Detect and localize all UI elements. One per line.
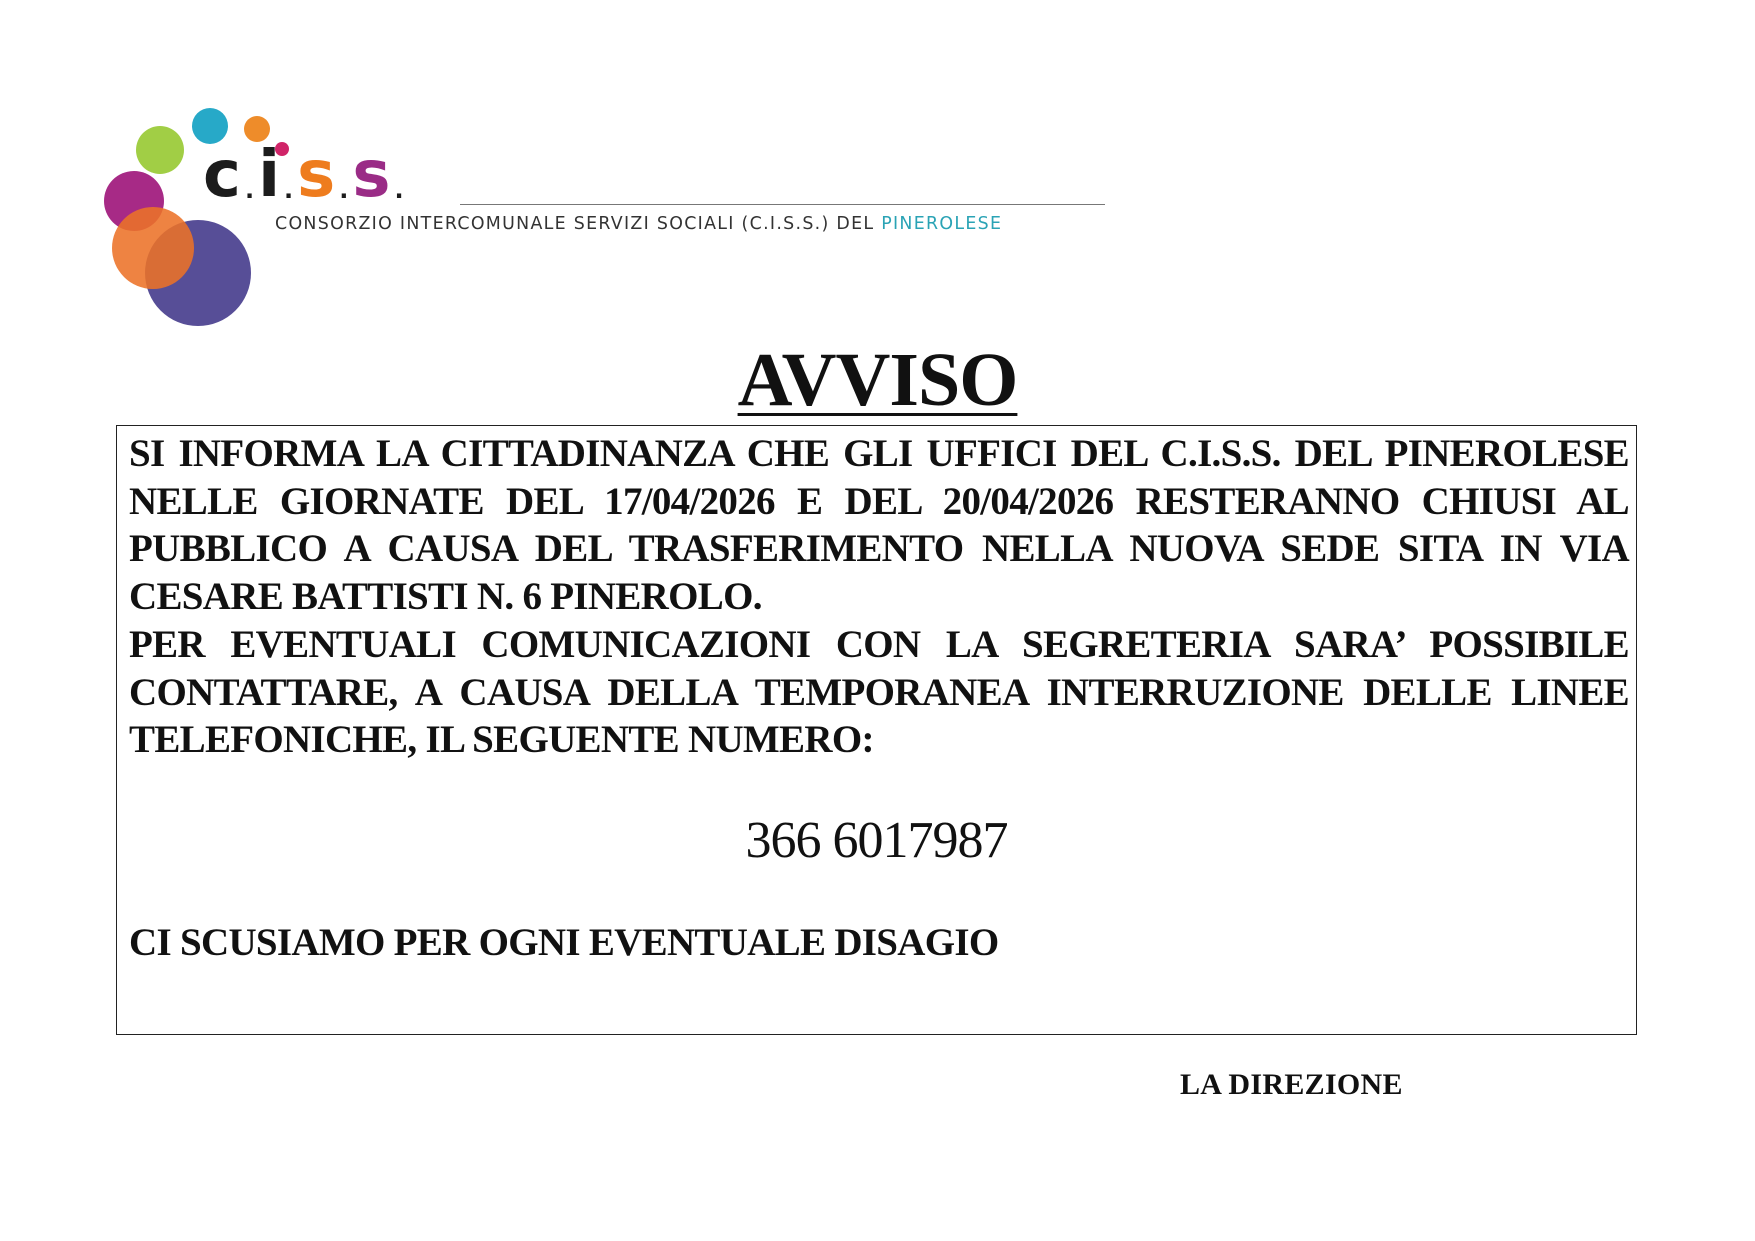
logo-subtitle-main: CONSORZIO INTERCOMUNALE SERVIZI SOCIALI (C.I.S.S.) DEL [275, 214, 882, 234]
logo-letter-s-orange: s [297, 138, 338, 212]
notice-box [116, 425, 1637, 1035]
logo-wordmark [203, 135, 408, 215]
notice-body [129, 430, 1629, 764]
ciss-logo [98, 105, 1118, 335]
logo-dot: . [284, 176, 296, 204]
signature: LA DIREZIONE [1180, 1068, 1403, 1101]
logo-dot: . [339, 176, 351, 204]
logo-divider [460, 204, 1105, 205]
logo-subtitle [275, 214, 1002, 234]
logo-circle-orange [112, 207, 194, 289]
notice-title: AVVISO [737, 338, 1018, 422]
logo-dot: . [244, 176, 257, 204]
logo-circle-green [136, 126, 184, 174]
logo-letter-c: c [203, 138, 243, 212]
notice-paragraph-contact: PER EVENTUALI COMUNICAZIONI CON LA SEGRETERIA SARA’ POSSIBILE CONTATTARE, A CAUSA DELLA TEMPORANEA INTERRUZIONE DELLE LINEE TELEFONICHE, IL SEGUENTE NUMERO: [129, 622, 1629, 762]
notice-paragraph-closure: SI INFORMA LA CITTADINANZA CHE GLI UFFICI DEL C.I.S.S. DEL PINEROLESE NELLE GIORNATE DEL 17/04/2026 E DEL 20/04/2026 RESTERANNO CHIUSI AL PUBBLICO A CAUSA DEL TRASFERIMENTO NELLA NUOVA SEDE SITA IN VIA CESARE BATTISTI N. 6 PINEROLO. [129, 432, 1629, 619]
phone-number: 366 6017987 [745, 812, 1008, 869]
logo-letter-s-purple: s [352, 138, 393, 212]
apology-text: CI SCUSIAMO PER OGNI EVENTUALE DISAGIO [129, 921, 999, 964]
logo-dot: . [394, 176, 406, 204]
logo-letter-i: i [258, 138, 282, 212]
logo-subtitle-accent: PINEROLESE [881, 214, 1003, 234]
